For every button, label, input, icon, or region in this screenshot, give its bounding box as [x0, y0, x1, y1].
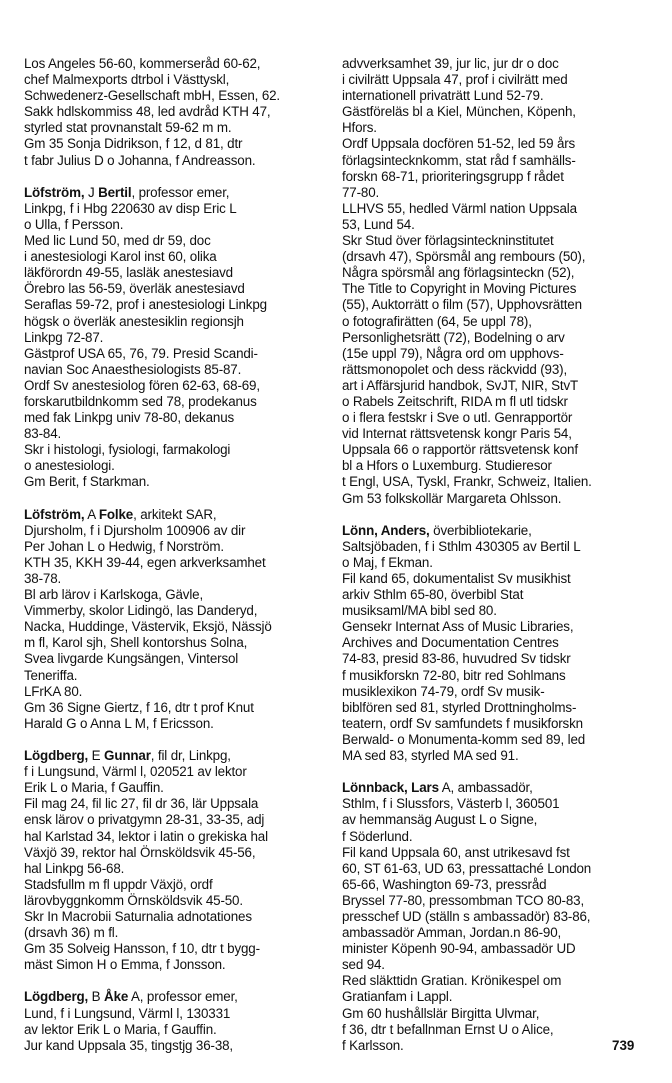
entry-text-line: t fabr Julius D o Johanna, f Andreasson.	[24, 152, 256, 168]
entry-text-line: Harald G o Anna L M, f Ericsson.	[24, 715, 214, 731]
entry-text-line: f Söderlund.	[342, 828, 413, 844]
entry-text-line: Red släkttidn Gratian. Krönikespel om	[342, 973, 562, 989]
entry-surname: Lönn, Anders,	[342, 522, 430, 538]
entry-text-line: o anestesiologi.	[24, 458, 115, 474]
entry-text-line: sed 94.	[342, 957, 385, 973]
entry-text-line: o Maj, f Ekman.	[342, 554, 433, 570]
entry-text-line: Nacka, Huddinge, Västervik, Eksjö, Nässjö	[24, 619, 272, 635]
entry-text-line: f i Lungsund, Värml l, 020521 av lektor	[24, 764, 247, 780]
entry-text-line: presschef UD (ställn s ambassadör) 83-86,	[342, 908, 591, 924]
entry-text-line: minister Köpenh 90-94, ambassadör UD	[342, 941, 576, 957]
entry-text-line: arkiv Sthlm 65-80, överbibl Stat	[342, 587, 524, 603]
entry-text-line: högsk o överläk anestesiklin regionsjh	[24, 313, 244, 329]
biography-entry	[24, 56, 329, 169]
entry-heading	[24, 748, 329, 764]
entry-text-line: forskn 68-71, prioriteringsgrupp f rådet	[342, 168, 564, 184]
entry-text-line: Jur kand Uppsala 35, tingstjg 36-38,	[24, 1037, 233, 1053]
entry-surname: Löfström,	[24, 184, 85, 200]
entry-text-line: KTH 35, KKH 39-44, egen arkverksamhet	[24, 554, 266, 570]
entry-text-line: Skr i histologi, fysiologi, farmakologi	[24, 442, 231, 458]
entry-text-line: Bl arb lärov i Karlskoga, Gävle,	[24, 587, 204, 603]
entry-text-line: Gästföreläs bl a Kiel, München, Köpenh,	[342, 104, 576, 120]
entry-text-line: Gm 35 Solveig Hansson, f 10, dtr t bygg-	[24, 941, 260, 957]
entry-text-line: (drsavh 36) m fl.	[24, 925, 119, 941]
entry-text-line: Vimmerby, skolor Lidingö, las Danderyd,	[24, 603, 258, 619]
biography-entry	[24, 507, 329, 732]
entry-heading	[342, 780, 647, 796]
entry-title: , arkitekt SAR,	[133, 506, 217, 522]
entry-text-line: 38-78.	[24, 571, 62, 586]
entry-text-line: Gm 53 folkskollär Margareta Ohlsson.	[342, 490, 562, 506]
entry-text-line: Per Johan L o Hedwig, f Norström.	[24, 538, 224, 554]
entry-text-line: Sthlm, f i Slussfors, Västerb l, 360501	[342, 796, 560, 812]
entry-text-line: Skr Stud över förlagsinteckninstitutet	[342, 233, 554, 249]
entry-text-line: Personlighetsrätt (72), Bodelning o arv	[342, 329, 565, 345]
entry-text-line: o i flera festskr i Sve o utl. Genrapportör	[342, 410, 573, 426]
entry-text-line: Med lic Lund 50, med dr 59, doc	[24, 233, 211, 249]
entry-text-line: Gm 35 Sonja Didrikson, f 12, d 81, dtr	[24, 136, 243, 152]
entry-text-line: förlagsintecknkomm, stat råd f samhälls-	[342, 152, 576, 168]
entry-given-name: Folke	[98, 506, 134, 522]
left-column	[24, 56, 329, 1070]
entry-text-line: m fl, Karol sjh, Shell kontorshus Solna,	[24, 635, 248, 651]
entry-text-line: 65-66, Washington 69-73, pressråd	[342, 876, 547, 892]
entry-text-line: Gm 36 Signe Giertz, f 16, dtr t prof Knut	[24, 699, 254, 715]
entry-surname: Lögdberg,	[24, 748, 89, 764]
entry-text-line: Berwald- o Monumenta-komm sed 89, led	[342, 731, 586, 747]
entry-title: överbibliotekarie,	[429, 522, 532, 538]
entry-text-line: 77-80.	[342, 184, 380, 200]
entry-surname: Lönnback, Lars	[342, 780, 439, 796]
entry-text-line: Saltsjöbaden, f i Sthlm 430305 av Bertil L	[342, 538, 581, 554]
entry-text-line: 83-84.	[24, 426, 62, 442]
entry-text-line: o Rabels Zeitschrift, RIDA m fl utl tidskr	[342, 393, 568, 409]
entry-text-line: av lektor Erik L o Maria, f Gauffin.	[24, 1021, 217, 1037]
entry-text-line: (55), Auktorrätt o film (57), Upphovsrätten	[342, 297, 582, 313]
entry-initial: A	[84, 506, 99, 522]
biography-entry	[342, 523, 647, 764]
right-column	[342, 56, 647, 1070]
entry-text-line: t Engl, USA, Tyskl, Frankr, Schweiz, Italien.	[342, 474, 592, 490]
entry-text-line: f 36, dtr t befallnman Ernst U o Alice,	[342, 1021, 554, 1037]
entry-text-line: Linkpg, f i Hbg 220630 av disp Eric L	[24, 200, 237, 216]
entry-text-line: Fil mag 24, fil lic 27, fil dr 36, lär Uppsala	[24, 796, 259, 812]
entry-title: , professor emer,	[131, 184, 230, 200]
entry-text-line: Lund, f i Lungsund, Värml l, 130331	[24, 1005, 231, 1021]
entry-initial: J	[84, 184, 99, 200]
entry-text-line: Hfors.	[342, 120, 377, 136]
entry-text-line: musiksaml/MA bibl sed 80.	[342, 603, 497, 619]
entry-text-line: musiklexikon 74-79, ordf Sv musik-	[342, 683, 545, 699]
biography-entry	[342, 780, 647, 1054]
entry-heading	[24, 989, 329, 1005]
entry-text-line: LFrKA 80.	[24, 683, 83, 699]
entry-text-line: art i Affärsjurid handbok, SvJT, NIR, StvT	[342, 377, 579, 393]
biography-entry	[342, 56, 647, 507]
entry-text-line: Schwedenerz-Gesellschaft mbH, Essen, 62.	[24, 88, 280, 104]
entry-title: A, ambassadör,	[438, 780, 533, 796]
entry-text-line: 74-83, presid 83-86, huvudred Sv tidskr	[342, 651, 571, 667]
entry-text-line: i civilrätt Uppsala 47, prof i civilrätt med	[342, 72, 568, 88]
entry-text-line: forskarutbildnkomm sed 78, prodekanus	[24, 393, 257, 409]
entry-text-line: Gensekr Internat Ass of Music Libraries,	[342, 619, 574, 635]
entry-text-line: av hemmansäg August L o Signe,	[342, 812, 538, 828]
entry-text-line: i anestesiologi Karol inst 60, olika	[24, 249, 217, 265]
entry-initial: B	[88, 989, 105, 1005]
entry-text-line: Djursholm, f i Djursholm 100906 av dir	[24, 522, 246, 538]
entry-title: , fil dr, Linkpg,	[150, 748, 231, 764]
entry-text-line: Några spörsmål ang förlagsinteckn (52),	[342, 265, 575, 281]
page-number: 739	[612, 1038, 635, 1053]
entry-text-line: LLHVS 55, hedled Värml nation Uppsala	[342, 200, 577, 216]
entry-text-line: ensk lärov o privatgymn 28-31, 33-35, adj	[24, 812, 265, 828]
entry-text-line: Örebro las 56-59, överläk anestesiavd	[24, 281, 245, 297]
entry-text-line: Bryssel 77-80, pressombman TCO 80-83,	[342, 892, 585, 908]
entry-text-line: Sakk hdlskommiss 48, led avdråd KTH 47,	[24, 104, 271, 120]
entry-text-line: o fotografirätten (64, 5e uppl 78),	[342, 313, 532, 329]
entry-text-line: med fak Linkpg univ 78-80, dekanus	[24, 410, 235, 426]
entry-text-line: Fil kand 65, dokumentalist Sv musikhist	[342, 571, 571, 586]
entry-text-line: vid Internat rättsvetensk kongr Paris 54,	[342, 426, 572, 442]
entry-text-line: hal Karlstad 34, lektor i latin o grekiska hal	[24, 828, 268, 844]
entry-text-line: bl a Hfors o Luxemburg. Studieresor	[342, 458, 552, 474]
entry-text-line: f Karlsson.	[342, 1037, 404, 1053]
entry-text-line: mäst Simon H o Emma, f Jonsson.	[24, 957, 226, 973]
biography-entry	[24, 989, 329, 1053]
entry-heading	[342, 523, 647, 539]
entry-surname: Lögdberg,	[24, 989, 89, 1005]
entry-text-line: Skr In Macrobii Saturnalia adnotationes	[24, 908, 252, 924]
entry-heading	[24, 507, 329, 523]
entry-text-line: Fil kand Uppsala 60, anst utrikesavd fst	[342, 844, 570, 860]
entry-text-line: rättsmonopolet och dess räckvidd (93),	[342, 361, 568, 377]
entry-text-line: chef Malmexports dtrbol i Västtyskl,	[24, 72, 230, 88]
entry-text-line: Ordf Sv anestesiolog fören 62-63, 68-69,	[24, 377, 260, 393]
entry-text-line: Gm 60 hushållslär Birgitta Ulvmar,	[342, 1005, 540, 1021]
entry-text-line: Los Angeles 56-60, kommerseråd 60-62,	[24, 56, 261, 71]
entry-text-line: Växjö 39, rektor hal Örnsköldsvik 45-56,	[24, 844, 256, 860]
entry-title: A, professor emer,	[128, 989, 238, 1005]
entry-text-line: Uppsala 66 o rapportör rättsvetensk konf	[342, 442, 578, 458]
entry-text-line: Gratianfam i Lappl.	[342, 989, 453, 1005]
entry-text-line: 53, Lund 54.	[342, 216, 415, 232]
entry-text-line: Linkpg 72-87.	[24, 329, 104, 345]
entry-text-line: Ordf Uppsala docfören 51-52, led 59 års	[342, 136, 576, 152]
entry-text-line: f musikforskn 72-80, bitr red Sohlmans	[342, 667, 566, 683]
entry-given-name: Gunnar	[104, 748, 151, 764]
entry-text-line: Gm Berit, f Starkman.	[24, 474, 150, 490]
entry-text-line: advverksamhet 39, jur lic, jur dr o doc	[342, 56, 559, 71]
entry-text-line: Gästprof USA 65, 76, 79. Presid Scandi-	[24, 345, 258, 361]
entry-given-name: Bertil	[98, 184, 132, 200]
entry-text-line: Teneriffa.	[24, 667, 78, 683]
entry-text-line: (15e uppl 79), Några ord om upphovs-	[342, 345, 564, 361]
entry-text-line: MA sed 83, styrled MA sed 91.	[342, 748, 519, 764]
entry-text-line: ambassadör Amman, Jordan.n 86-90,	[342, 925, 562, 941]
biography-entry	[24, 748, 329, 973]
entry-initial: E	[88, 748, 105, 764]
entry-text-line: läkförordn 49-55, lasläk anestesiavd	[24, 265, 233, 281]
entry-text-line: Seraflas 59-72, prof i anestesiologi Linkpg	[24, 297, 267, 313]
entry-text-line: Svea livgarde Kungsängen, Vintersol	[24, 651, 239, 667]
entry-text-line: Stadsfullm m fl uppdr Växjö, ordf	[24, 876, 213, 892]
entry-given-name: Åke	[104, 989, 129, 1005]
entry-surname: Löfström,	[24, 506, 85, 522]
entry-text-line: biblfören sed 81, styrled Drottningholms-	[342, 699, 577, 715]
entry-text-line: styrled stat provnanstalt 59-62 m m.	[24, 120, 232, 136]
entry-text-line: hal Linkpg 56-68.	[24, 860, 125, 876]
entry-heading	[24, 185, 329, 201]
entry-text-line: internationell privaträtt Lund 52-79.	[342, 88, 544, 104]
entry-text-line: lärovbyggnkomm Örnsköldsvik 45-50.	[24, 892, 243, 908]
entry-text-line: o Ulla, f Persson.	[24, 216, 124, 232]
entry-text-line: Archives and Documentation Centres	[342, 635, 559, 651]
entry-text-line: 60, ST 61-63, UD 63, pressattaché London	[342, 860, 592, 876]
entry-text-line: navian Soc Anaesthesiologists 85-87.	[24, 361, 242, 377]
entry-text-line: (drsavh 47), Spörsmål ang rembours (50),	[342, 249, 586, 265]
entry-text-line: teatern, ordf Sv samfundets f musikforskn	[342, 715, 583, 731]
entry-text-line: The Title to Copyright in Moving Pictures	[342, 281, 577, 297]
biography-entry	[24, 185, 329, 491]
entry-text-line: Erik L o Maria, f Gauffin.	[24, 780, 164, 796]
